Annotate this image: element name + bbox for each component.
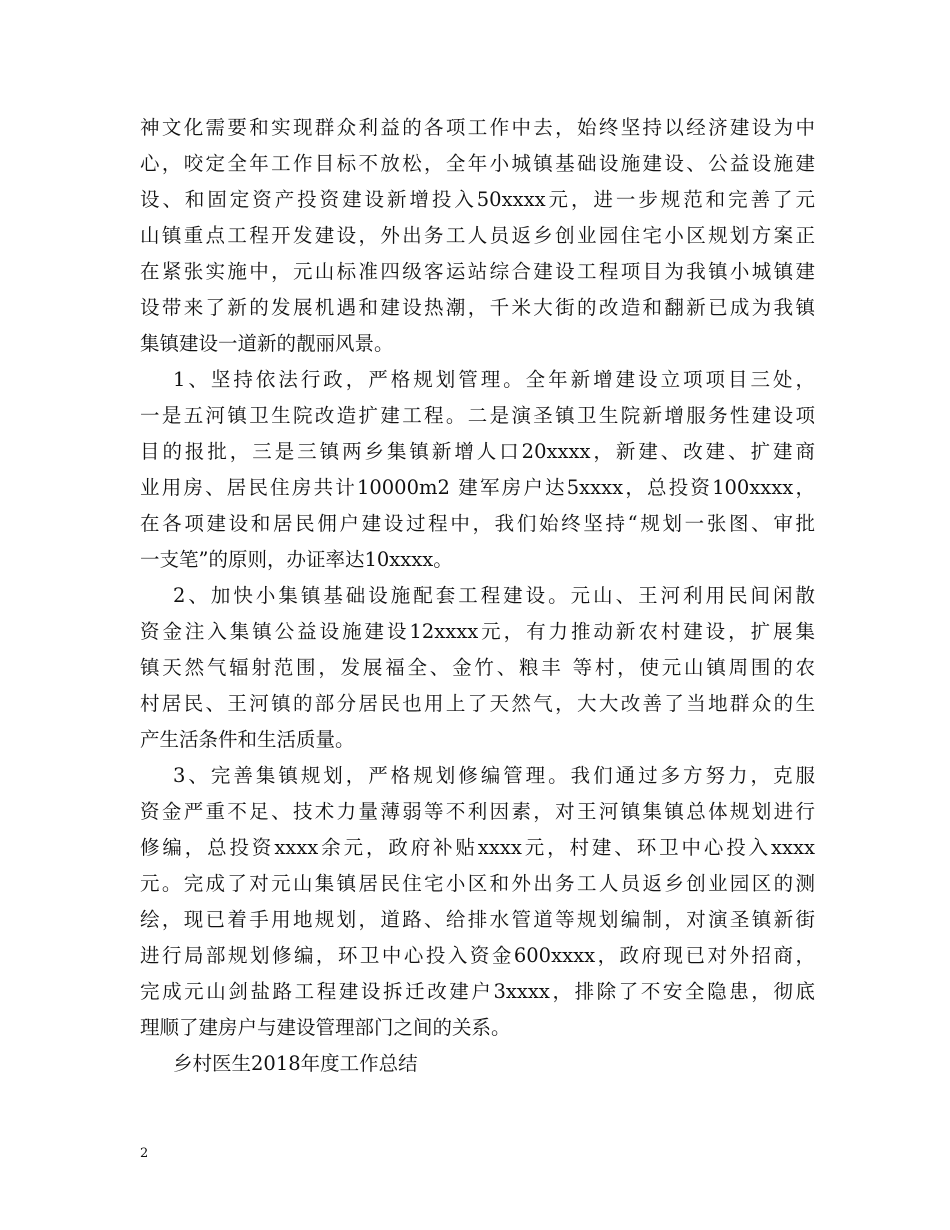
text-line: 设带来了新的发展机遇和建设热潮，千米大街的改造和翻新已成为我镇 [140, 296, 815, 319]
text-line: 修编，总投资xxxx余元，政府补贴xxxx元，村建、环卫中心投入xxxx [140, 836, 815, 859]
text-line: 1、坚持依法行政，严格规划管理。全年新增建设立项项目三处， [173, 368, 815, 391]
text-line: 镇天然气辐射范围，发展福全、金竹、粮丰 等村，使元山镇周围的农 [140, 656, 815, 679]
text-line: 心，咬定全年工作目标不放松，全年小城镇基础设施建设、公益设施建 [140, 152, 815, 175]
document-body [140, 110, 815, 1082]
text-line: 理顺了建房户与建设管理部门之间的关系。 [140, 1016, 511, 1039]
text-line: 设、和固定资产投资建设新增投入50xxxx元，进一步规范和完善了元 [140, 188, 815, 211]
text-line: 在各项建设和居民佣户建设过程中，我们始终坚持“规划一张图、审批 [140, 512, 815, 535]
text-line: 2、加快小集镇基础设施配套工程建设。元山、王河利用民间闲散 [173, 584, 815, 607]
text-line: 资金注入集镇公益设施建设12xxxx元，有力推动新农村建设，扩展集 [140, 620, 815, 643]
text-line: 神文化需要和实现群众利益的各项工作中去，始终坚持以经济建设为中 [140, 116, 815, 139]
text-line: 在紧张实施中，元山标准四级客运站综合建设工程项目为我镇小城镇建 [140, 260, 815, 283]
text-line: 集镇建设一道新的靓丽风景。 [140, 332, 394, 355]
text-line: 绘，现已着手用地规划，道路、给排水管道等规划编制，对演圣镇新街 [140, 908, 815, 931]
text-line: 一支笔”的原则，办证率达10xxxx。 [140, 548, 453, 571]
text-line: 完成元山剑盐路工程建设拆迁改建户3xxxx，排除了不安全隐患，彻底 [140, 980, 815, 1003]
text-line: 产生活条件和生活质量。 [140, 728, 355, 751]
text-line: 村居民、王河镇的部分居民也用上了天然气，大大改善了当地群众的生 [140, 692, 815, 715]
text-line: 乡村医生2018年度工作总结 [173, 1052, 418, 1075]
text-line: 业用房、居民住房共计10000m2 建军房户达5xxxx，总投资100xxxx， [140, 476, 815, 499]
text-line: 资金严重不足、技术力量薄弱等不利因素，对王河镇集镇总体规划进行 [140, 800, 815, 823]
text-line: 山镇重点工程开发建设，外出务工人员返乡创业园住宅小区规划方案正 [140, 224, 815, 247]
text-line: 3、完善集镇规划，严格规划修编管理。我们通过多方努力，克服 [173, 764, 815, 787]
page-number: 2 [140, 1146, 149, 1161]
text-line: 一是五河镇卫生院改造扩建工程。二是演圣镇卫生院新增服务性建设项 [140, 404, 815, 427]
text-line: 进行局部规划修编，环卫中心投入资金600xxxx，政府现已对外招商， [140, 944, 815, 967]
text-line: 目的报批，三是三镇两乡集镇新增人口20xxxx，新建、改建、扩建商 [140, 440, 815, 463]
text-line: 元。完成了对元山集镇居民住宅小区和外出务工人员返乡创业园区的测 [140, 872, 815, 895]
